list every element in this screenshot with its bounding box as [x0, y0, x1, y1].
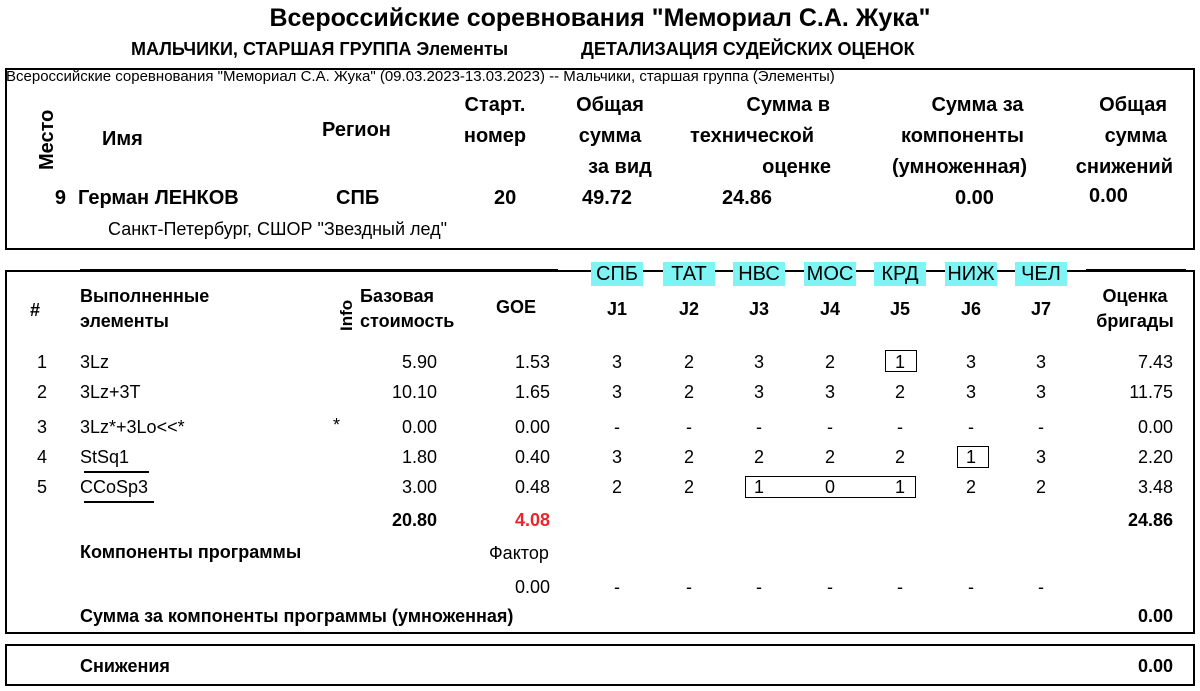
start-header-1: Старт.: [464, 94, 526, 116]
judge-mark: 1: [753, 477, 764, 497]
total-header-3: за вид: [588, 156, 652, 178]
summary-caption: Всероссийские соревнования "Мемориал С.А. Жука" (09.03.2023-13.03.2023) -- Мальчики, старшая группа (Элементы): [6, 68, 835, 85]
components-judge-mark: -: [756, 577, 762, 597]
components-sum-label: Сумма за компоненты программы (умноженная): [80, 606, 514, 626]
row-number: 5: [37, 477, 48, 497]
region-header: Регион: [322, 119, 391, 141]
panel-score: 11.75: [1129, 382, 1173, 402]
judge-mark: 2: [753, 447, 764, 467]
judge-mark: 3: [611, 382, 622, 402]
judge-mark: -: [968, 417, 974, 437]
base-value: 3.00: [401, 477, 437, 497]
base-value: 1.80: [401, 447, 437, 467]
judge-label-4: J4: [819, 299, 841, 319]
score-header-2: бригады: [1096, 311, 1174, 331]
judge-region-6: НИЖ: [945, 262, 997, 286]
goe-value: 0.48: [514, 477, 550, 497]
judge-mark: 2: [683, 447, 694, 467]
trimmed-mark-box: [885, 350, 917, 372]
tech-score: 24.86: [722, 187, 773, 209]
judge-mark: 3: [611, 352, 622, 372]
judge-mark: 2: [824, 447, 835, 467]
judge-mark: 2: [894, 447, 905, 467]
num-header: #: [30, 300, 41, 320]
components-sum: 0.00: [1137, 606, 1173, 626]
comp-header-3: (умноженная): [892, 156, 1027, 178]
judge-region-5: КРД: [874, 262, 926, 286]
row-number: 1: [37, 352, 48, 372]
element-code: 3Lz: [80, 352, 110, 372]
goe-value: 1.53: [514, 352, 550, 372]
panel-score: 2.20: [1137, 447, 1173, 467]
judge-mark: 2: [683, 352, 694, 372]
tech-header-1: Сумма в: [746, 94, 830, 116]
report-title: ДЕТАЛИЗАЦИЯ СУДЕЙСКИХ ОЦЕНОК: [581, 39, 915, 59]
header-rule-left: [80, 269, 558, 272]
base-header-1: Базовая: [360, 286, 435, 306]
score-header-1: Оценка: [1102, 286, 1168, 306]
base-header-2: стоимость: [360, 311, 455, 331]
judge-mark: 2: [683, 382, 694, 402]
judge-label-5: J5: [889, 299, 911, 319]
panel-score: 0.00: [1137, 417, 1173, 437]
deductions-label: Снижения: [80, 656, 170, 676]
judge-mark: 3: [965, 382, 976, 402]
comp-score: 0.00: [955, 187, 994, 209]
trimmed-mark-box: [957, 446, 989, 468]
element-underline: [84, 501, 154, 503]
judge-region-4: МОС: [804, 262, 856, 286]
judge-mark: 3: [1035, 447, 1046, 467]
judge-mark: 3: [965, 352, 976, 372]
deductions-box: [5, 644, 1195, 686]
components-judge-mark: -: [686, 577, 692, 597]
judge-mark: 1: [965, 447, 976, 467]
place-value: 9: [54, 187, 66, 209]
total-base: 20.80: [391, 510, 437, 530]
judge-mark: -: [827, 417, 833, 437]
components-judge-mark: -: [1038, 577, 1044, 597]
goe-value: 0.40: [514, 447, 550, 467]
row-number: 3: [37, 417, 48, 437]
info-header: Info: [337, 299, 356, 331]
judge-label-7: J7: [1030, 299, 1052, 319]
element-underline: [84, 471, 149, 473]
total-element-score: 24.86: [1127, 510, 1173, 530]
judge-label-2: J2: [678, 299, 700, 319]
trimmed-mark-box: [745, 476, 916, 498]
components-judge-mark: -: [968, 577, 974, 597]
judge-mark: 3: [753, 382, 764, 402]
element-code: 3Lz*+3Lo<<*: [80, 417, 185, 437]
judge-mark: 0: [824, 477, 835, 497]
judge-mark: 3: [753, 352, 764, 372]
ded-header-2: сумма: [1104, 125, 1167, 147]
element-info: *: [333, 415, 341, 435]
base-value: 10.10: [391, 382, 437, 402]
ded-header-3: снижений: [1075, 156, 1173, 178]
total-header-2: сумма: [578, 125, 642, 147]
factor-label: Фактор: [489, 543, 549, 563]
judge-mark: 2: [1035, 477, 1046, 497]
region-value: СПБ: [336, 187, 380, 209]
judge-region-1: СПБ: [591, 262, 643, 286]
judge-mark: -: [1038, 417, 1044, 437]
row-number: 2: [37, 382, 48, 402]
row-number: 4: [37, 447, 48, 467]
judge-mark: 2: [611, 477, 622, 497]
elem-header-2: элементы: [80, 311, 169, 331]
judge-region-3: НВС: [733, 262, 785, 286]
judge-mark: -: [897, 417, 903, 437]
name-header: Имя: [102, 128, 143, 150]
judge-mark: 2: [965, 477, 976, 497]
total-goe: 4.08: [514, 510, 550, 530]
element-code: 3Lz+3T: [80, 382, 141, 402]
comp-header-2: компоненты: [901, 125, 1024, 147]
judge-mark: 3: [824, 382, 835, 402]
judge-mark: 1: [894, 477, 905, 497]
judge-mark: 2: [683, 477, 694, 497]
judge-label-6: J6: [960, 299, 982, 319]
goe-value: 0.00: [514, 417, 550, 437]
components-label: Компоненты программы: [80, 542, 302, 562]
tech-header-3: оценке: [762, 156, 831, 178]
judge-mark: 1: [894, 352, 905, 372]
judge-region-2: ТАТ: [663, 262, 715, 286]
base-value: 0.00: [401, 417, 437, 437]
total-score: 49.72: [582, 187, 633, 209]
judge-mark: 3: [1035, 382, 1046, 402]
judge-label-3: J3: [748, 299, 770, 319]
page-title: Всероссийские соревнования "Мемориал С.А. Жука": [269, 4, 931, 32]
element-code: StSq1: [80, 447, 130, 467]
judge-mark: -: [756, 417, 762, 437]
comp-header-1: Сумма за: [931, 94, 1024, 116]
header-rule-right: [1086, 269, 1186, 272]
elem-header-1: Выполненные: [80, 286, 210, 306]
goe-value: 1.65: [514, 382, 550, 402]
start-number: 20: [494, 187, 517, 209]
skater-name: Герман ЛЕНКОВ: [78, 187, 239, 209]
goe-header: GOE: [496, 297, 537, 317]
components-judge-mark: -: [897, 577, 903, 597]
deductions-value: 0.00: [1137, 656, 1173, 676]
judge-region-7: ЧЕЛ: [1015, 262, 1067, 286]
components-value: 0.00: [514, 577, 550, 597]
total-header-1: Общая: [576, 94, 644, 116]
judge-mark: -: [686, 417, 692, 437]
components-judge-mark: -: [614, 577, 620, 597]
start-header-2: номер: [463, 125, 527, 147]
panel-score: 7.43: [1137, 352, 1173, 372]
ded-score: 0.00: [1089, 185, 1128, 207]
panel-score: 3.48: [1137, 477, 1173, 497]
place-header: Место: [36, 109, 58, 170]
judge-mark: -: [614, 417, 620, 437]
club-name: Санкт-Петербург, СШОР "Звездный лед": [108, 219, 448, 239]
category-title: МАЛЬЧИКИ, СТАРШАЯ ГРУППА Элементы: [131, 39, 509, 59]
judge-mark: 2: [894, 382, 905, 402]
components-judge-mark: -: [827, 577, 833, 597]
ded-header-1: Общая: [1099, 94, 1167, 116]
element-code: CCoSp3: [80, 477, 149, 497]
base-value: 5.90: [401, 352, 437, 372]
tech-header-2: технической: [690, 125, 815, 147]
judge-mark: 3: [1035, 352, 1046, 372]
judge-mark: 2: [824, 352, 835, 372]
judge-mark: 3: [611, 447, 622, 467]
judge-label-1: J1: [606, 299, 628, 319]
